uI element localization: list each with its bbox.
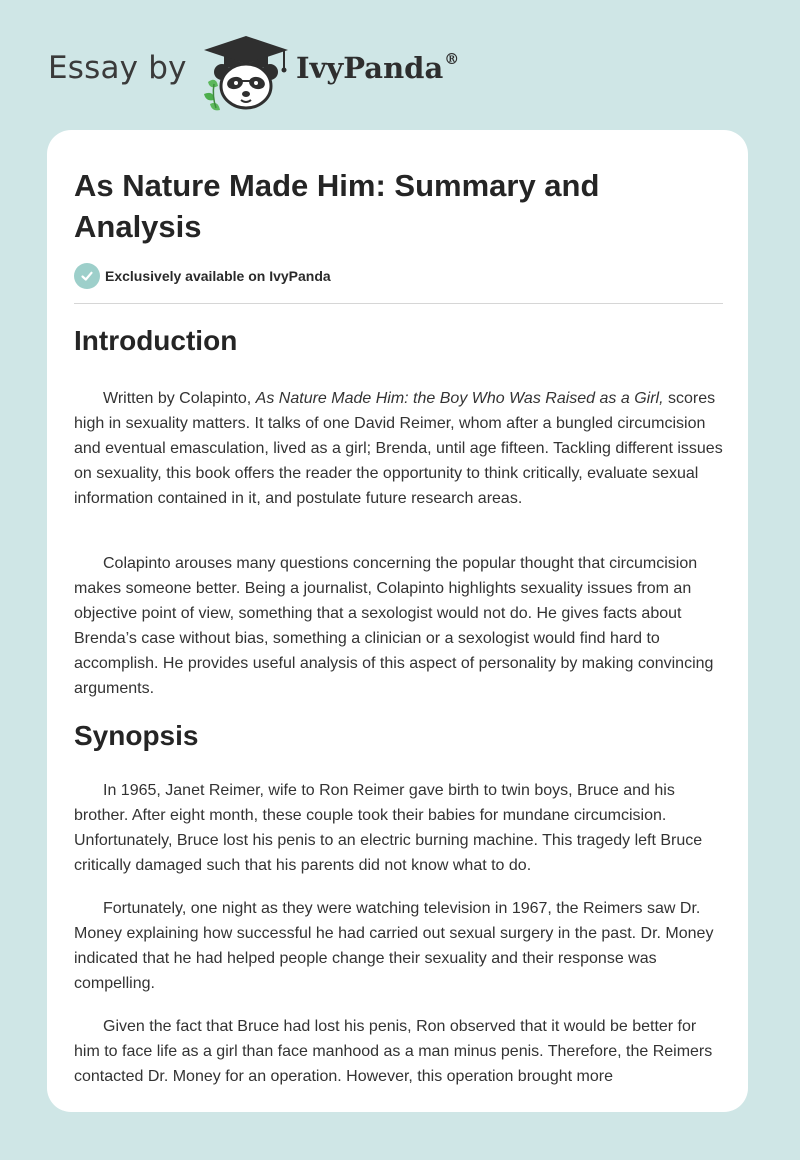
paragraph: In 1965, Janet Reimer, wife to Ron Reimer gave birth to twin boys, Bruce and his brother. After eight month, these couple took their babies for mundane circumcision. Unfortunately, Bruce lost his penis to an electric burning machine. This tragedy left Bruce critically damaged such that his parents did not know what to do.	[74, 782, 703, 874]
paragraph: Fortunately, one night as they were watching television in 1967, the Reimers saw Dr. Money explaining how successful he had carried out sexual surgery in the past. Dr. Money indicated that he had helped people change their sexuality and their response was compelling.	[74, 900, 714, 992]
paragraph-text: Written by Colapinto,	[103, 390, 256, 407]
panda-logo-icon[interactable]	[200, 34, 292, 112]
essay-by-label: Essay by	[48, 50, 187, 86]
section-heading-synopsis: Synopsis	[74, 720, 199, 751]
brand-name[interactable]	[296, 50, 459, 85]
check-circle-icon	[74, 263, 100, 289]
divider	[74, 303, 723, 304]
essay-card	[47, 130, 748, 1112]
registered-mark: ®	[444, 50, 460, 68]
site-header	[0, 0, 800, 130]
paragraph-text: scores high in sexuality matters. It talks of one David Reimer, whom after a bungled circumcision and eventual emasculation, lived as a girl; Brenda, until age fifteen. Tackling different issues on sexuality, this book offers the reader the opportunity to think critically, evaluate sexual information contained in it, and postulate future research areas.	[74, 390, 723, 507]
essay-title: As Nature Made Him: Summary and Analysis	[74, 168, 600, 244]
book-title: As Nature Made Him: the Boy Who Was Raised as a Girl,	[255, 390, 664, 407]
paragraph: Given the fact that Bruce had lost his penis, Ron observed that it would be better for him to face life as a girl than face manhood as a man minus penis. Therefore, the Reimers contacted Dr. Money for an operation. However, this operation brought more	[74, 1018, 713, 1085]
paragraph: Colapinto arouses many questions concerning the popular thought that circumcision makes someone better. Being a journalist, Colapinto highlights sexuality issues from an objective point of view, something that a sexologist would not do. He gives facts about Brenda’s case without bias, something a clinician or a sexologist would find hard to accomplish. He provides useful analysis of this aspect of personality by making convincing arguments.	[74, 555, 714, 697]
brand-text: IvyPanda	[296, 51, 444, 85]
section-heading-introduction: Introduction	[74, 325, 238, 356]
exclusive-badge-label: Exclusively available on IvyPanda	[105, 268, 331, 284]
paragraph	[74, 386, 726, 511]
exclusive-badge	[74, 263, 331, 289]
